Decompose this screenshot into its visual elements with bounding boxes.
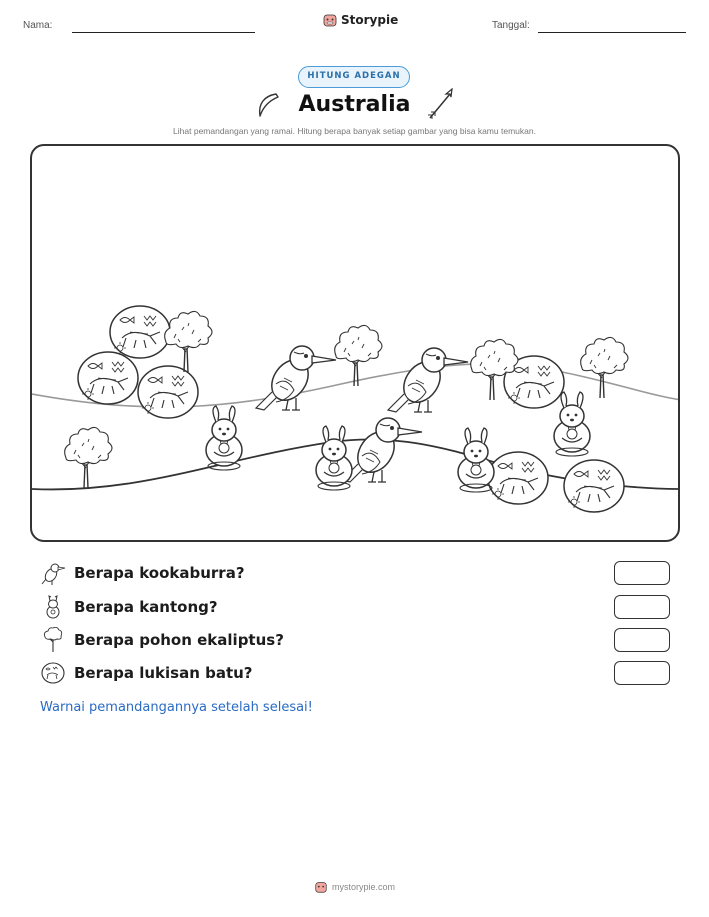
eucalyptus-tree <box>165 311 212 372</box>
brand-logo <box>322 12 398 28</box>
kangaroo <box>458 428 494 492</box>
storypie-mascot-icon <box>314 880 328 894</box>
answer-box-kangaroo[interactable] <box>614 595 670 619</box>
question-text: Berapa pohon ekaliptus? <box>74 631 284 649</box>
kookaburra <box>256 346 336 410</box>
rock-art <box>138 366 198 418</box>
instructions: Lihat pemandangan yang ramai. Hitung berapa banyak setiap gambar yang bisa kamu temukan. <box>173 126 536 136</box>
kookaburra <box>342 418 422 482</box>
question-text: Berapa lukisan batu? <box>74 664 253 682</box>
answer-box-eucalyptus-tree[interactable] <box>614 628 670 652</box>
name-field-line[interactable] <box>72 32 255 33</box>
eucalyptus-tree-icon <box>40 627 66 653</box>
date-label: Tanggal: <box>492 20 530 31</box>
date-field-line[interactable] <box>538 32 686 33</box>
counting-scene[interactable] <box>30 144 680 542</box>
rock-art <box>110 306 170 358</box>
rock-art <box>564 460 624 512</box>
eucalyptus-tree <box>581 337 628 398</box>
name-label: Nama: <box>23 20 53 31</box>
answer-box-kookaburra[interactable] <box>614 561 670 585</box>
kangaroo-icon <box>40 594 66 620</box>
rock-art <box>78 352 138 404</box>
footer <box>0 880 709 894</box>
spear-icon <box>426 88 456 120</box>
kookaburra <box>388 348 468 412</box>
coloring-note: Warnai pemandangannya setelah selesai! <box>40 700 313 715</box>
eucalyptus-tree <box>65 427 112 488</box>
footer-url[interactable]: mystorypie.com <box>331 882 395 892</box>
question-text: Berapa kantong? <box>74 598 218 616</box>
rock-art <box>488 452 548 504</box>
kangaroo <box>554 392 590 456</box>
kangaroo <box>206 406 242 470</box>
page-title: Australia <box>298 92 411 117</box>
question-eucalyptus-tree <box>40 627 670 653</box>
kangaroo <box>316 426 352 490</box>
question-kangaroo <box>40 594 670 620</box>
storypie-mascot-icon <box>322 12 338 28</box>
kookaburra-icon <box>40 560 66 586</box>
brand-name: Storypie <box>341 13 399 27</box>
question-kookaburra <box>40 560 670 586</box>
activity-badge: HITUNG ADEGAN <box>298 66 410 88</box>
scene-drawing <box>32 146 680 542</box>
question-text: Berapa kookaburra? <box>74 564 245 582</box>
question-rock-art <box>40 660 670 686</box>
answer-box-rock-art[interactable] <box>614 661 670 685</box>
rock-art-icon <box>40 660 66 686</box>
